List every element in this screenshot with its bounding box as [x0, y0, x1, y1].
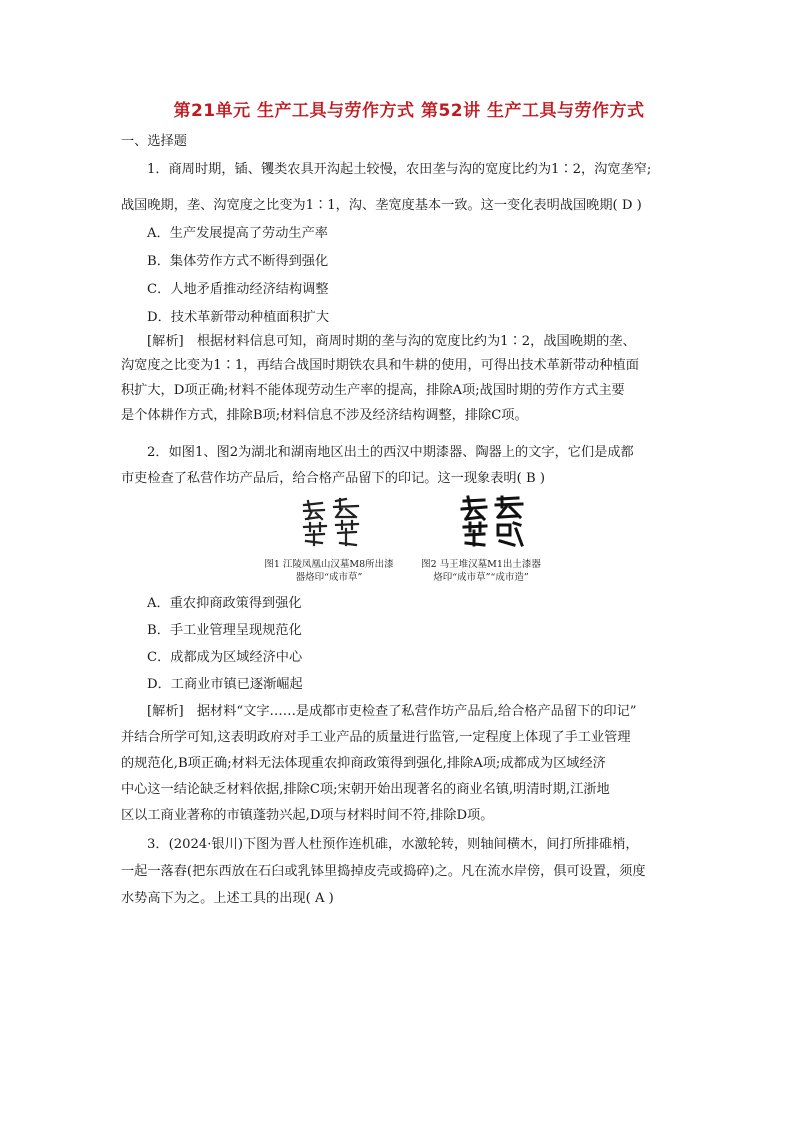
page-title: 第21单元 生产工具与劳作方式 第52讲 生产工具与劳作方式 [173, 101, 645, 121]
figure2-caption-line-2: 烙印“成市草”“成市造” [433, 572, 529, 583]
q2-analysis-line-3: 的规范化,B项正确;材料无法体现重农抑商政策得到强化,排除A项;成都成为区域经济 [121, 756, 606, 771]
figure1-stamp-image [300, 497, 366, 547]
q3-stem-line-3: 水势高下为之。上述工具的出现( A ) [121, 891, 334, 906]
q1-option-a: A．生产发展提高了劳动生产率 [147, 226, 328, 241]
figure1-caption [262, 558, 396, 584]
q2-option-b: B．手工业管理呈现规范化 [147, 623, 302, 638]
q2-stem-line-1: 2．如图1、图2为湖北和湖南地区出土的西汉中期漆器、陶器上的文字，它们是成都 [147, 445, 634, 460]
q1-analysis-line-1: [解析] 根据材料信息可知，商周时期的垄与沟的宽度比约为1∶2，战国晚期的垄、 [147, 334, 636, 349]
figure1-caption-line-1: 图1 江陵凤凰山汉墓M8所出漆 [264, 559, 394, 570]
q2-analysis-line-2: 并结合所学可知,这表明政府对手工业产品的质量进行监管,一定程度上体现了手工业管理 [121, 730, 631, 745]
figure1-caption-line-2: 器烙印“成市草” [295, 572, 363, 583]
section-heading: 一、选择题 [121, 134, 187, 149]
q1-analysis-line-3: 积扩大，D项正确;材料不能体现劳动生产率的提高，排除A项;战国时期的劳作方式主要 [121, 383, 625, 398]
q2-stem-line-2: 市吏检查了私营作坊产品后，给合格产品留下的印记。这一现象表明( B ) [121, 471, 545, 486]
q1-analysis-line-2: 沟宽度之比变为1∶1，再结合战国时期铁农具和牛耕的使用，可得出技术革新带动种植面 [121, 358, 639, 373]
q3-stem-line-2: 一起一落舂(把东西放在石臼或乳钵里捣掉皮壳或捣碎)之。凡在流水岸傍，俱可设置，须度 [121, 864, 646, 879]
q2-option-a: A．重农抑商政策得到强化 [147, 596, 302, 611]
q3-stem-line-1: 3．(2024·银川)下图为晋人杜预作连机碓，水激轮转，则轴间横木，间打所排碓梢， [147, 837, 639, 852]
q1-option-c: C．人地矛盾推动经济结构调整 [147, 282, 329, 297]
q1-analysis-line-4: 是个体耕作方式，排除B项;材料信息不涉及经济结构调整，排除C项。 [121, 408, 528, 423]
figure2-caption [414, 558, 548, 584]
figure2-stamp-image [458, 495, 528, 549]
q1-stem-line-2: 战国晚期，垄、沟宽度之比变为1∶1，沟、垄宽度基本一致。这一变化表明战国晚期( D ) [121, 198, 642, 213]
q2-option-d: D．工商业市镇已逐渐崛起 [147, 677, 303, 692]
q2-analysis-line-1: [解析] 据材料“文字……是成都市吏检查了私营作坊产品后,给合格产品留下的印记” [147, 704, 637, 719]
q2-option-c: C．成都成为区域经济中心 [147, 650, 303, 665]
q2-analysis-line-5: 区以工商业著称的市镇蓬勃兴起,D项与材料时间不符,排除D项。 [121, 808, 494, 823]
q1-stem-line-1: 1．商周时期，锸、䦆类农具开沟起土较慢，农田垄与沟的宽度比约为1∶2，沟宽垄窄; [147, 162, 652, 177]
q1-option-d: D．技术革新带动种植面积扩大 [147, 310, 330, 325]
q2-analysis-line-4: 中心这一结论缺乏材料依据,排除C项;宋朝开始出现著名的商业名镇,明清时期,江浙地 [121, 782, 610, 797]
figure2-caption-line-1: 图2 马王堆汉墓M1出土漆器 [421, 559, 541, 570]
q1-option-b: B．集体劳作方式不断得到强化 [147, 254, 329, 269]
